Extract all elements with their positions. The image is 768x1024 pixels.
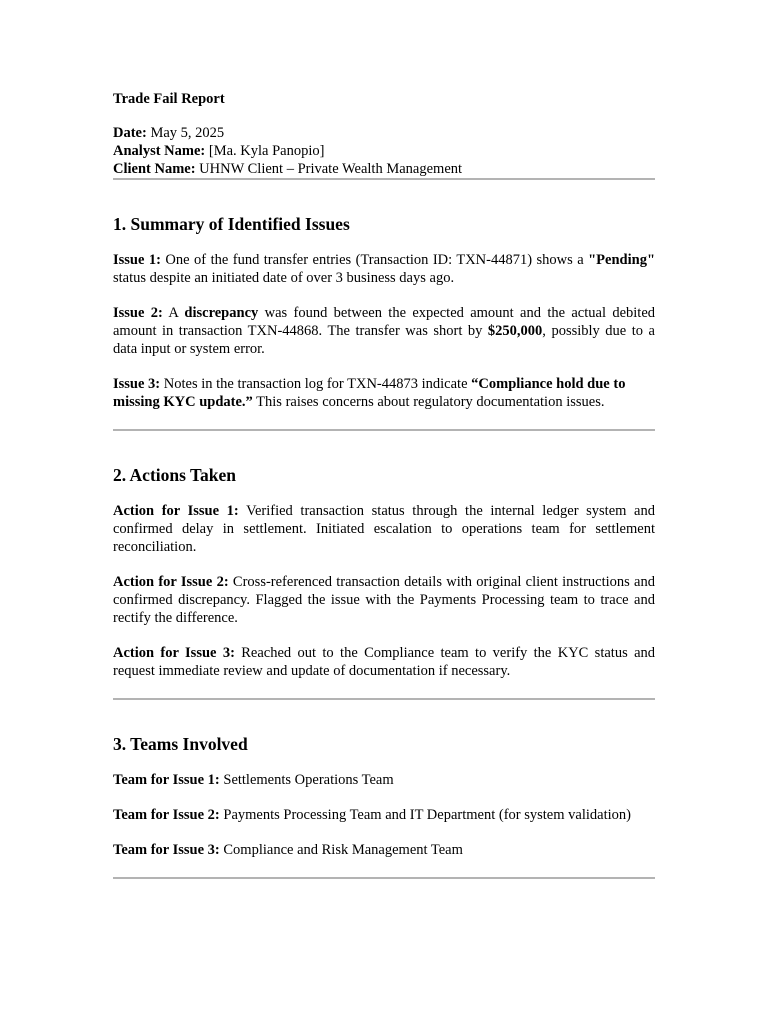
issue-3-paragraph [113, 375, 655, 411]
divider [113, 178, 655, 180]
issue-1-status: "Pending" [588, 252, 655, 268]
action-3-text: Reached out to the Compliance team to verify the KYC status and request immediate review and update of documentation if necessary. [113, 645, 656, 679]
divider [113, 877, 655, 879]
action-3-paragraph [113, 644, 655, 680]
action-2-paragraph [113, 573, 655, 627]
analyst-label: Analyst Name: [113, 143, 206, 159]
issue-3-quote: “Compliance hold due to missing KYC update.” [113, 376, 626, 410]
date-value: May 5, 2025 [146, 125, 225, 141]
issue-2-discrepancy: discrepancy [184, 305, 259, 321]
report-title: Trade Fail Report [113, 91, 225, 107]
analyst-value: [Ma. Kyla Panopio] [205, 143, 325, 159]
action-2-label: Action for Issue 2: [113, 574, 229, 590]
issue-2-text-mid: was found between the expected amount and the actual debited amount in transaction TXN-44868. The transfer was short by [113, 305, 656, 339]
issue-3-text-end: This raises concerns about regulatory documentation issues. [252, 394, 605, 410]
divider [113, 698, 655, 700]
issue-2-paragraph [113, 304, 655, 358]
client-label: Client Name: [113, 161, 196, 177]
issue-2-text: A [162, 305, 185, 321]
report-date [113, 124, 655, 142]
analyst-name [113, 142, 655, 160]
issue-2-amount: $250,000 [487, 323, 543, 339]
action-1-label: Action for Issue 1: [113, 503, 239, 519]
section-actions-title: 2. Actions Taken [113, 465, 237, 485]
issue-1-text: One of the fund transfer entries (Transaction ID: TXN-44871) shows a [160, 252, 589, 268]
document-page [113, 90, 655, 879]
issue-1-label: Issue 1: [113, 252, 161, 268]
team-2-paragraph [113, 806, 655, 824]
section-teams-title: 3. Teams Involved [113, 734, 248, 754]
action-1-text: Verified transaction status through the internal ledger system and confirmed delay in settlement. Initiated escalation to operations team for settlement reconciliation. [113, 503, 655, 555]
date-label: Date: [113, 125, 147, 141]
team-3-text: Compliance and Risk Management Team [219, 842, 463, 858]
team-1-label: Team for Issue 1: [113, 772, 220, 788]
action-2-text: Cross-referenced transaction details with original client instructions and confirmed discrepancy. Flagged the issue with the Payments Processing team to trace and rectify the difference. [113, 574, 655, 626]
action-3-label: Action for Issue 3: [113, 645, 235, 661]
issue-1-text-end: status despite an initiated date of over 3 business days ago. [113, 270, 455, 286]
issue-3-label: Issue 3: [113, 376, 161, 392]
team-2-text: Payments Processing Team and IT Department (for system validation) [219, 807, 631, 823]
issue-3-text: Notes in the transaction log for TXN-44873 indicate [160, 376, 472, 392]
team-1-text: Settlements Operations Team [219, 772, 394, 788]
client-name [113, 160, 655, 178]
team-1-paragraph [113, 771, 655, 789]
divider [113, 429, 655, 431]
team-3-label: Team for Issue 3: [113, 842, 220, 858]
client-value: UHNW Client – Private Wealth Management [195, 161, 463, 177]
action-1-paragraph [113, 502, 655, 556]
team-3-paragraph [113, 841, 655, 859]
issue-2-text-end: , possibly due to a data input or system error. [113, 323, 655, 357]
issue-2-label: Issue 2: [113, 305, 163, 321]
issue-1-paragraph [113, 251, 655, 287]
team-2-label: Team for Issue 2: [113, 807, 220, 823]
section-summary-title: 1. Summary of Identified Issues [113, 214, 350, 234]
